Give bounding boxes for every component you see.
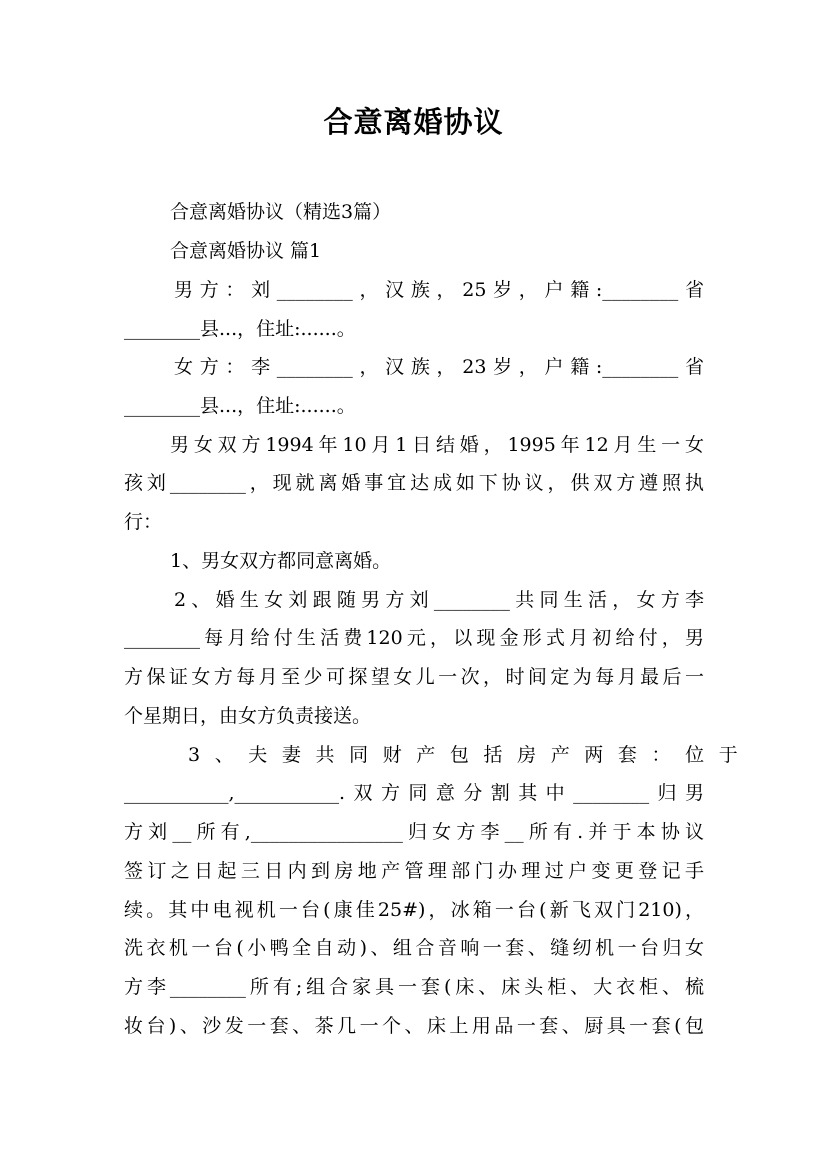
clause-line: 洗衣机一台(小鸭全自动)、组合音响一套、缝纫机一台归女	[124, 937, 704, 959]
paragraph-line: 男女双方1994年10月1日结婚，1995年12月生一女	[170, 434, 704, 456]
clause-line: ________每月给付生活费120元，以现金形式月初给付，男	[124, 627, 704, 649]
clause-line: 3、夫妻共同财产包括房产两套：位于	[188, 744, 753, 766]
paragraph-line: ________县...，住址:......。	[124, 318, 356, 340]
clause-line: 妆台)、沙发一套、茶几一个、床上用品一套、厨具一套(包	[124, 1015, 704, 1037]
paragraph-line: 男方：刘________，汉族，25岁，户籍:________省	[174, 279, 704, 301]
clause-line: 续。其中电视机一台(康佳25#)，冰箱一台(新飞双门210)，	[124, 899, 704, 921]
document-title: 合意离婚协议	[323, 105, 504, 139]
section-heading: 合意离婚协议 篇1	[170, 240, 322, 262]
subtitle-line: 合意离婚协议（精选3篇）	[170, 201, 392, 223]
paragraph-line: 行：	[124, 511, 163, 533]
clause-line: 方李________所有;组合家具一套(床、床头柜、大衣柜、梳	[124, 976, 704, 998]
clause-line: 方保证女方每月至少可探望女儿一次，时间定为每月最后一	[124, 666, 704, 688]
paragraph-line: 女方：李________，汉族，23岁，户籍:________省	[174, 356, 704, 378]
clause-line: 2、婚生女刘跟随男方刘________共同生活，女方李	[174, 589, 704, 611]
clause-line: 方刘__所有,________________归女方李__所有.并于本协议	[124, 821, 704, 843]
clause-line: 个星期日，由女方负责接送。	[124, 705, 372, 727]
paragraph-line: 孩刘________，现就离婚事宜达成如下协议，供双方遵照执	[124, 472, 704, 494]
clause-line: 签订之日起三日内到房地产管理部门办理过户变更登记手	[124, 860, 704, 882]
clause-line: 1、男女双方都同意离婚。	[170, 550, 392, 572]
clause-line: ___________,___________.双方同意分割其中________归男	[124, 782, 704, 804]
paragraph-line: ________县...，住址:......。	[124, 395, 356, 417]
